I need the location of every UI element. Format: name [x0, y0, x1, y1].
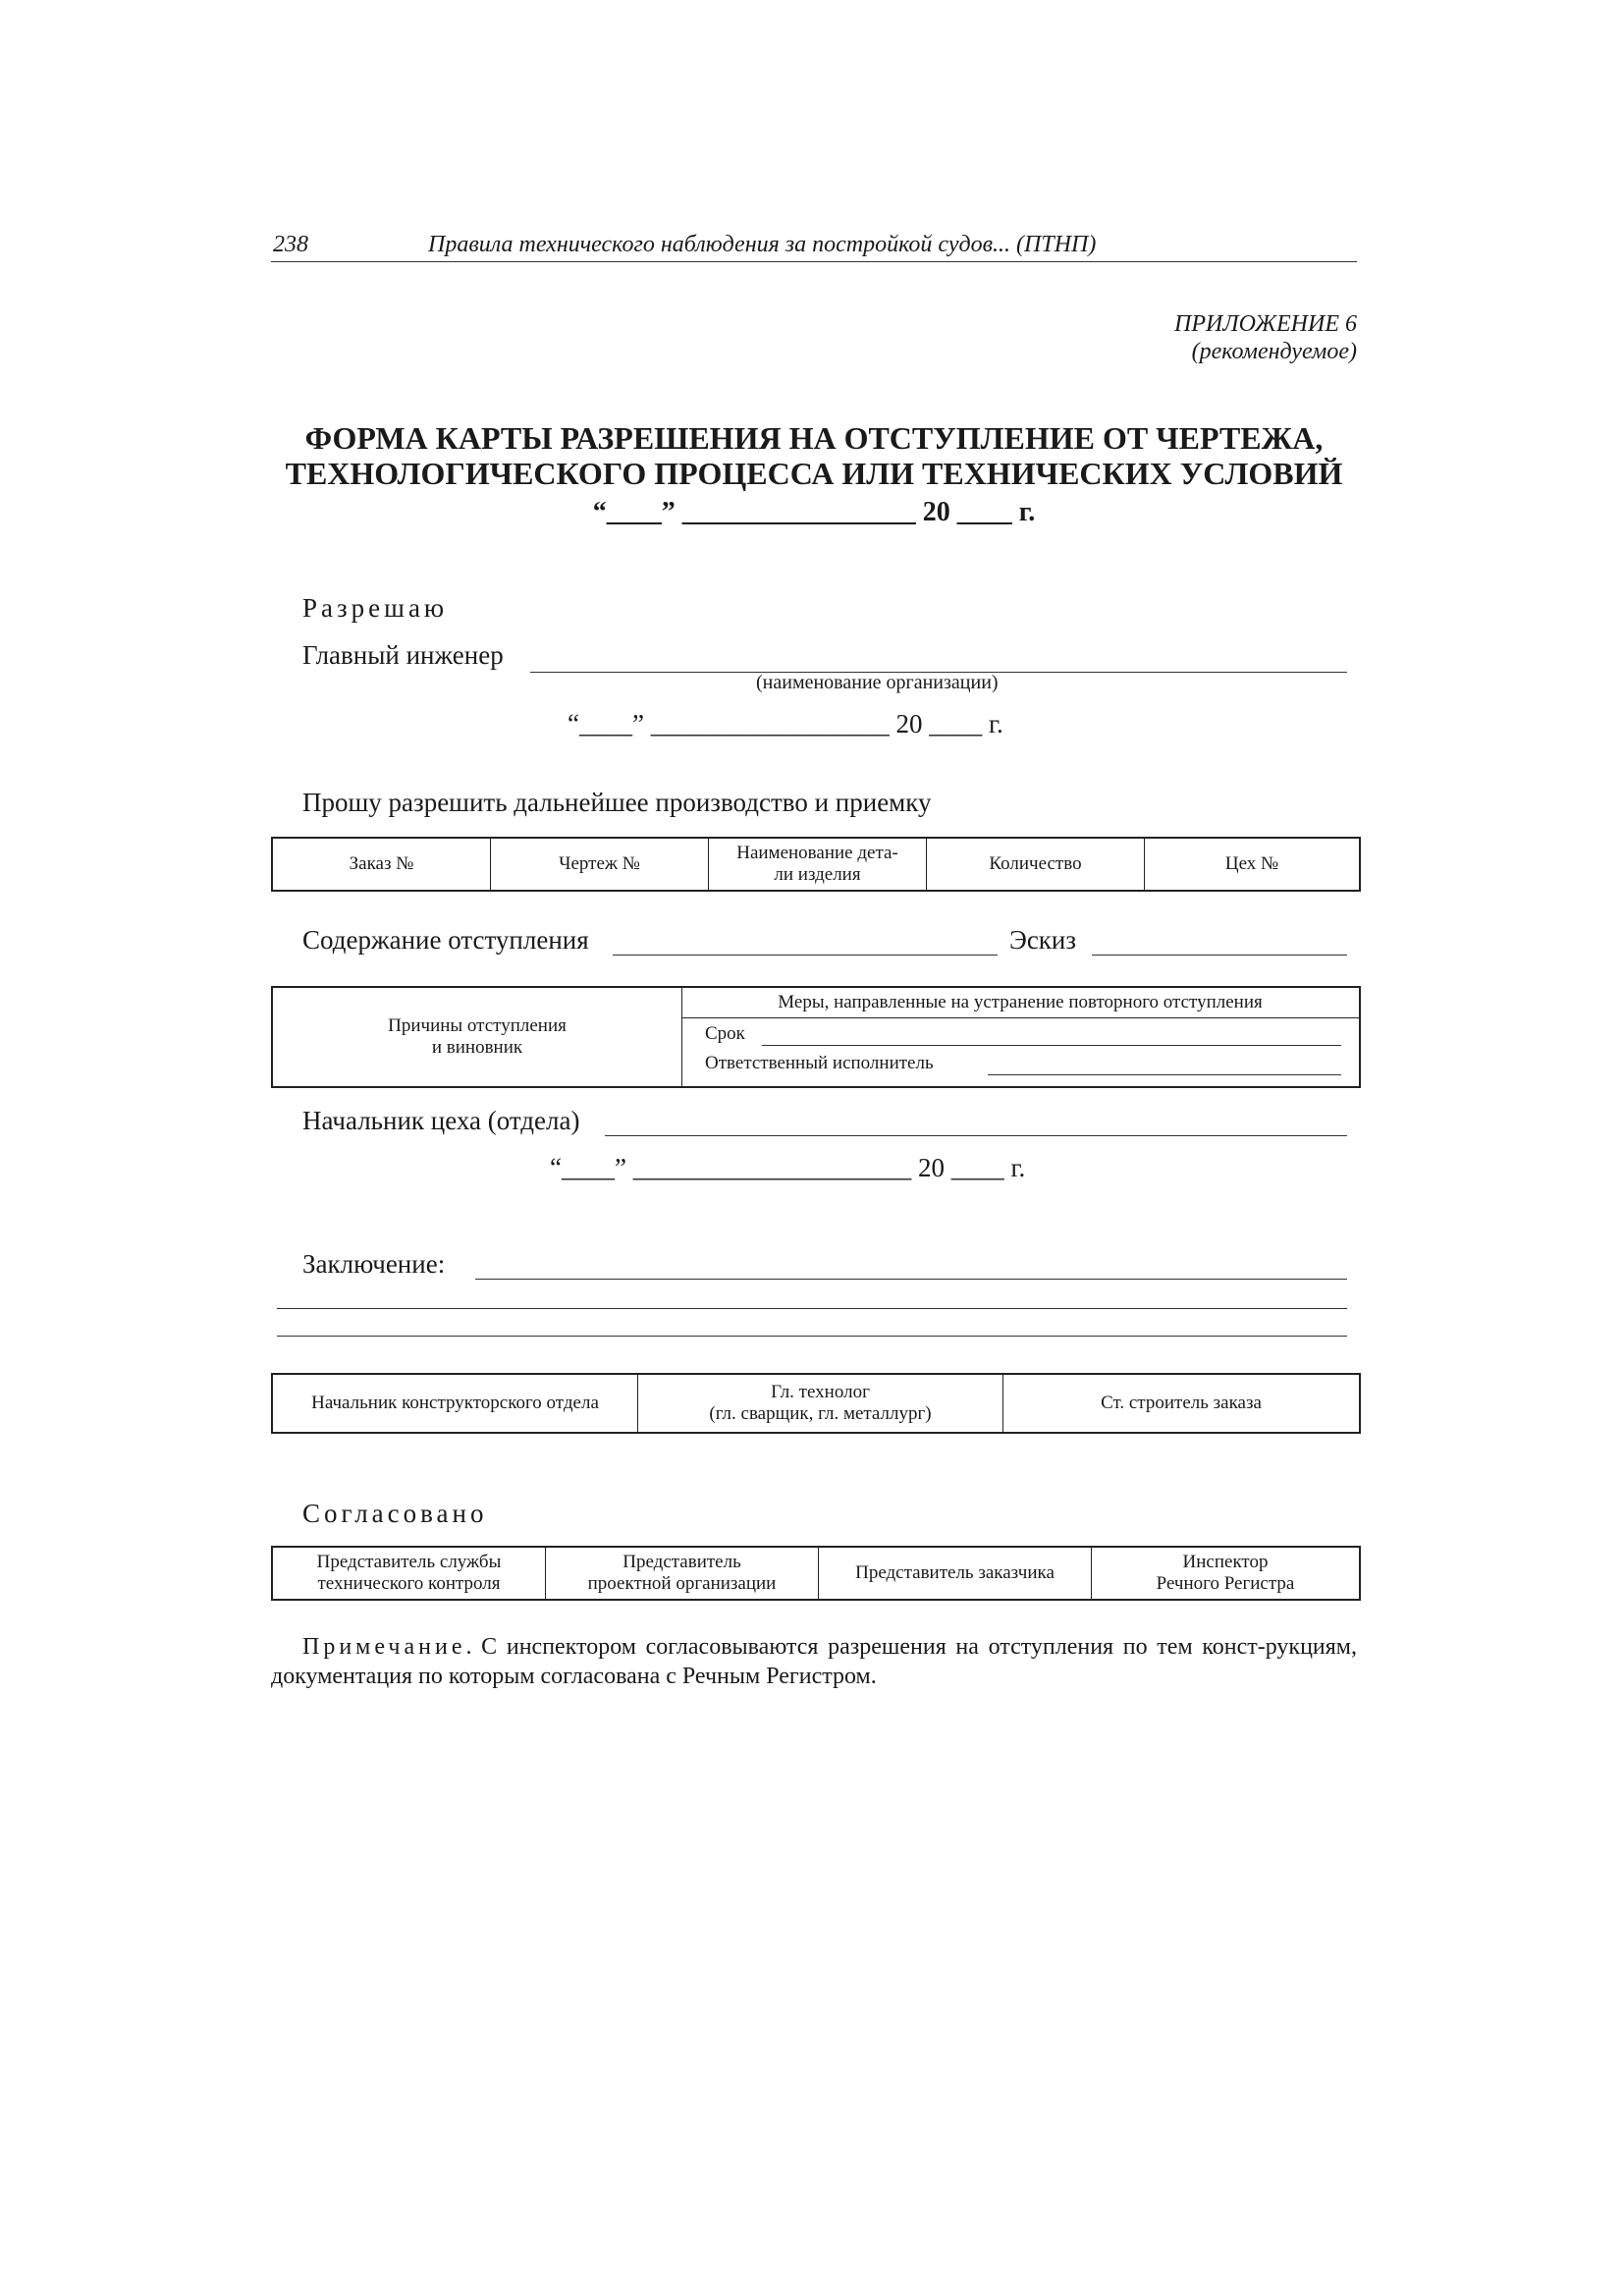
order-number-header: Заказ № — [273, 839, 491, 890]
shop-number-header: Цех № — [1224, 853, 1279, 874]
conclusion-label: Заключение: — [302, 1249, 446, 1279]
title-line-2: ТЕХНОЛОГИЧЕСКОГО ПРОЦЕССА ИЛИ ТЕХНИЧЕСКИХ УСЛОВИЙ — [285, 456, 1343, 491]
conclusion-line-3[interactable] — [277, 1336, 1347, 1337]
design-head-signer[interactable]: Начальник конструкторского отдела — [273, 1375, 638, 1432]
agreed-heading: Согласовано — [302, 1499, 488, 1528]
term-line[interactable] — [762, 1045, 1341, 1046]
appendix-number: ПРИЛОЖЕНИЕ 6 — [1174, 311, 1357, 337]
org-name-caption: (наименование организации) — [756, 672, 999, 693]
note-text: . С инспектором согласовываются разрешения на отступления по тем конст-рукциям, документация по которым согласована с Речным Регистром. — [271, 1634, 1357, 1689]
title-date: “____” _________________ 20 ____ г. — [592, 497, 1036, 527]
senior-builder-signer[interactable]: Ст. строитель заказа — [1101, 1393, 1262, 1413]
deviation-content-label: Содержание отступления — [302, 925, 589, 955]
deviation-content-line[interactable] — [613, 955, 998, 956]
agreed-table — [271, 1546, 1361, 1601]
part-name-header: Наименование дета- ли изделия — [709, 839, 927, 890]
conclusion-line-2[interactable] — [277, 1308, 1347, 1309]
approval-date-line: “____” __________________ 20 ____ г. — [568, 709, 1003, 738]
note-label: Примечание — [302, 1634, 466, 1660]
chief-technologist-signer[interactable]: Гл. технолог (гл. сварщик, гл. металлург) — [638, 1375, 1003, 1432]
measures-header: Меры, направленные на устранение повторного отступления — [681, 988, 1359, 1018]
order-table — [271, 837, 1361, 892]
quantity-header: Количество — [927, 839, 1145, 890]
sketch-line[interactable] — [1092, 955, 1347, 956]
river-register-inspector[interactable]: Инспектор Речного Регистра — [1156, 1552, 1295, 1594]
design-org-representative[interactable]: Представитель проектной организации — [546, 1548, 819, 1599]
chief-engineer-label: Главный инженер — [302, 640, 504, 670]
appendix-status: (рекомендуемое) — [1191, 339, 1357, 364]
title-line-1: ФОРМА КАРТЫ РАЗРЕШЕНИЯ НА ОТСТУПЛЕНИЕ ОТ ЧЕРТЕЖА, — [304, 420, 1324, 456]
sketch-label: Эскиз — [1009, 925, 1077, 955]
causes-cell: Причины отступления и виновник — [273, 988, 682, 1086]
causes-measures-table — [271, 986, 1361, 1088]
page-number: 238 — [273, 232, 308, 257]
customer-representative[interactable]: Представитель заказчика — [819, 1548, 1092, 1599]
appendix-label — [1174, 310, 1357, 365]
drawing-number-header: Чертеж № — [491, 839, 709, 890]
footnote — [271, 1632, 1357, 1691]
executor-label: Ответственный исполнитель — [705, 1053, 934, 1073]
approval-heading: Разрешаю — [302, 593, 449, 623]
running-title: Правила технического наблюдения за постройкой судов... (ПТНП) — [428, 232, 1097, 257]
term-label: Срок — [705, 1023, 745, 1044]
signers-table — [271, 1373, 1361, 1434]
shop-head-signature-line[interactable] — [605, 1135, 1347, 1136]
shop-head-label: Начальник цеха (отдела) — [302, 1106, 580, 1135]
shop-head-date-line: “____” _____________________ 20 ____ г. — [550, 1153, 1026, 1182]
request-text: Прошу разрешить дальнейшее производство и приемку — [302, 788, 932, 817]
document-title — [271, 420, 1357, 491]
conclusion-line-1[interactable] — [475, 1279, 1347, 1280]
running-header — [271, 232, 1357, 262]
qc-representative[interactable]: Представитель службы технического контроля — [273, 1548, 546, 1599]
executor-line[interactable] — [988, 1074, 1341, 1075]
